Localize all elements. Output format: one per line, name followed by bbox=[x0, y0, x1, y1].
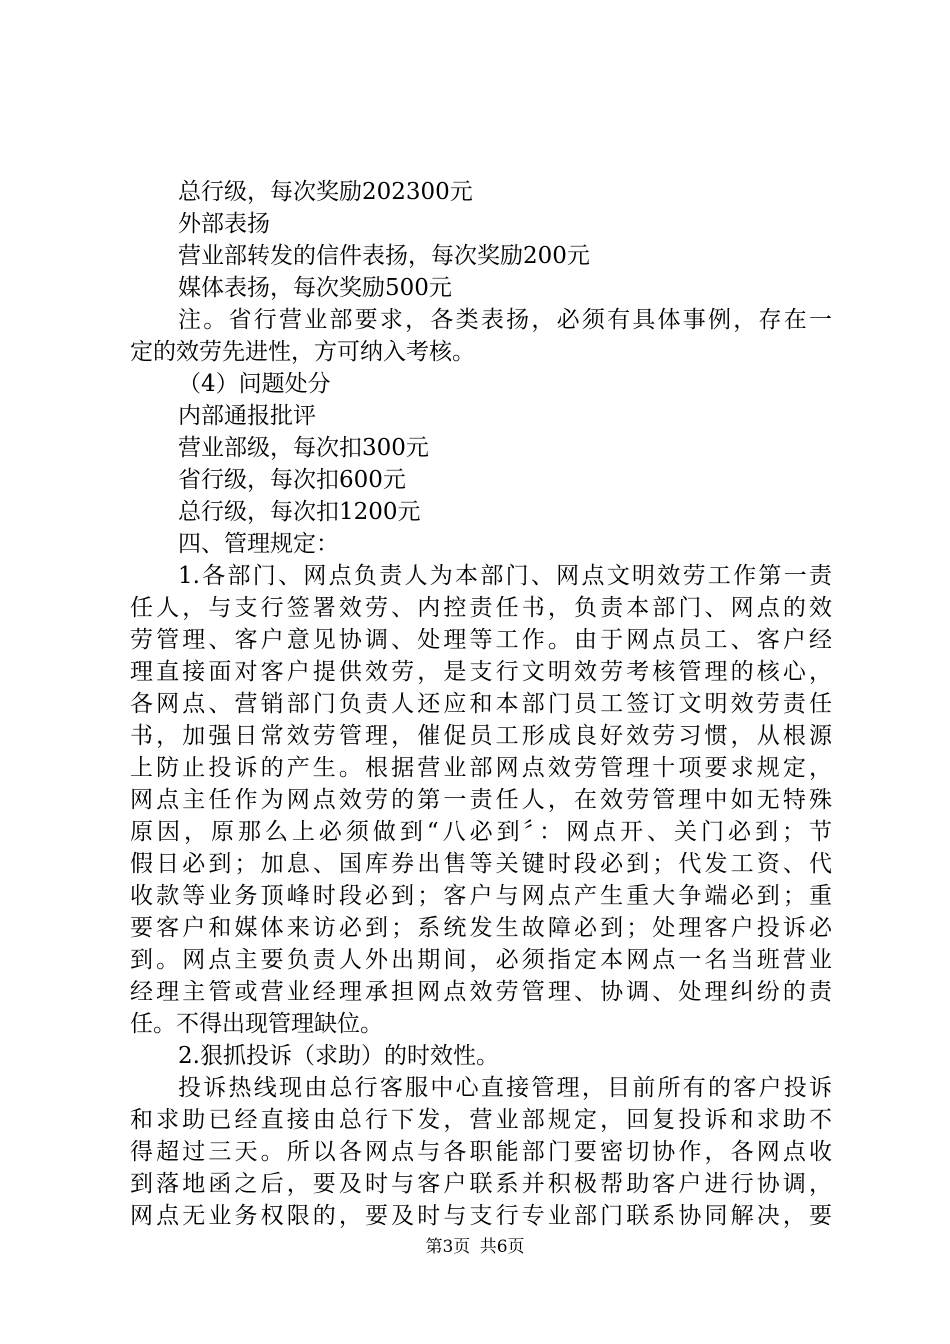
text-line: 省行级，每次扣600元 bbox=[178, 467, 406, 493]
text-line: 理直接面对客户提供效劳，是支行文明效劳考核管理的核心， bbox=[130, 659, 832, 685]
text-line: 原因，原那么上必须做到“八必到〞：网点开、关门必到；节 bbox=[130, 819, 832, 845]
text-line: 总行级，每次扣1200元 bbox=[178, 499, 421, 525]
text-line: 得超过三天。所以各网点与各职能部门要密切协作，各网点收 bbox=[130, 1139, 832, 1165]
total-pages: 共6页 bbox=[479, 1237, 525, 1257]
text-line: 营业部级，每次扣300元 bbox=[178, 435, 429, 461]
section-heading: 2.狠抓投诉（求助）的时效性。 bbox=[178, 1043, 499, 1069]
text-line: 定的效劳先进性，方可纳入考核。 bbox=[130, 339, 475, 365]
text-line: 劳管理、客户意见协调、处理等工作。由于网点员工、客户经 bbox=[130, 627, 832, 653]
text-line: 各网点、营销部门负责人还应和本部门员工签订文明效劳责任 bbox=[130, 691, 832, 717]
page-number: 第3页 bbox=[425, 1237, 471, 1257]
text-line: 要客户和媒体来访必到；系统发生故障必到；处理客户投诉必 bbox=[130, 915, 832, 941]
text-line: 书，加强日常效劳管理，催促员工形成良好效劳习惯，从根源 bbox=[130, 723, 832, 749]
text-line: 到落地函之后，要及时与客户联系并积极帮助客户进行协调， bbox=[130, 1171, 832, 1197]
text-line: 和求助已经直接由总行下发，营业部规定，回复投诉和求助不 bbox=[130, 1107, 832, 1133]
text-line: （4）问题处分 bbox=[178, 371, 331, 397]
text-line: 外部表扬 bbox=[178, 211, 270, 237]
page-footer bbox=[0, 1235, 950, 1259]
section-heading: 四、管理规定： bbox=[178, 531, 339, 557]
text-line: 营业部转发的信件表扬，每次奖励200元 bbox=[178, 243, 590, 269]
text-line: 媒体表扬，每次奖励500元 bbox=[178, 275, 452, 301]
text-line: 总行级，每次奖励202300元 bbox=[178, 179, 473, 205]
text-line: 任。不得出现管理缺位。 bbox=[130, 1011, 383, 1037]
text-line: 上防止投诉的产生。根据营业部网点效劳管理十项要求规定， bbox=[130, 755, 832, 781]
text-line: 注。省行营业部要求，各类表扬，必须有具体事例，存在一 bbox=[178, 307, 832, 333]
text-line: 假日必到；加息、国库券出售等关键时段必到；代发工资、代 bbox=[130, 851, 832, 877]
text-line: 网点无业务权限的，要及时与支行专业部门联系协同解决，要 bbox=[130, 1203, 832, 1229]
document-body bbox=[130, 176, 832, 1232]
text-line: 1.各部门、网点负责人为本部门、网点文明效劳工作第一责 bbox=[178, 563, 832, 589]
text-line: 投诉热线现由总行客服中心直接管理，目前所有的客户投诉 bbox=[178, 1075, 832, 1101]
text-line: 收款等业务顶峰时段必到；客户与网点产生重大争端必到；重 bbox=[130, 883, 832, 909]
text-line: 任人，与支行签署效劳、内控责任书，负责本部门、网点的效 bbox=[130, 595, 832, 621]
text-line: 网点主任作为网点效劳的第一责任人，在效劳管理中如无特殊 bbox=[130, 787, 832, 813]
text-line: 内部通报批评 bbox=[178, 403, 316, 429]
text-line: 到。网点主要负责人外出期间，必须指定本网点一名当班营业 bbox=[130, 947, 832, 973]
text-line: 经理主管或营业经理承担网点效劳管理、协调、处理纠纷的责 bbox=[130, 979, 832, 1005]
